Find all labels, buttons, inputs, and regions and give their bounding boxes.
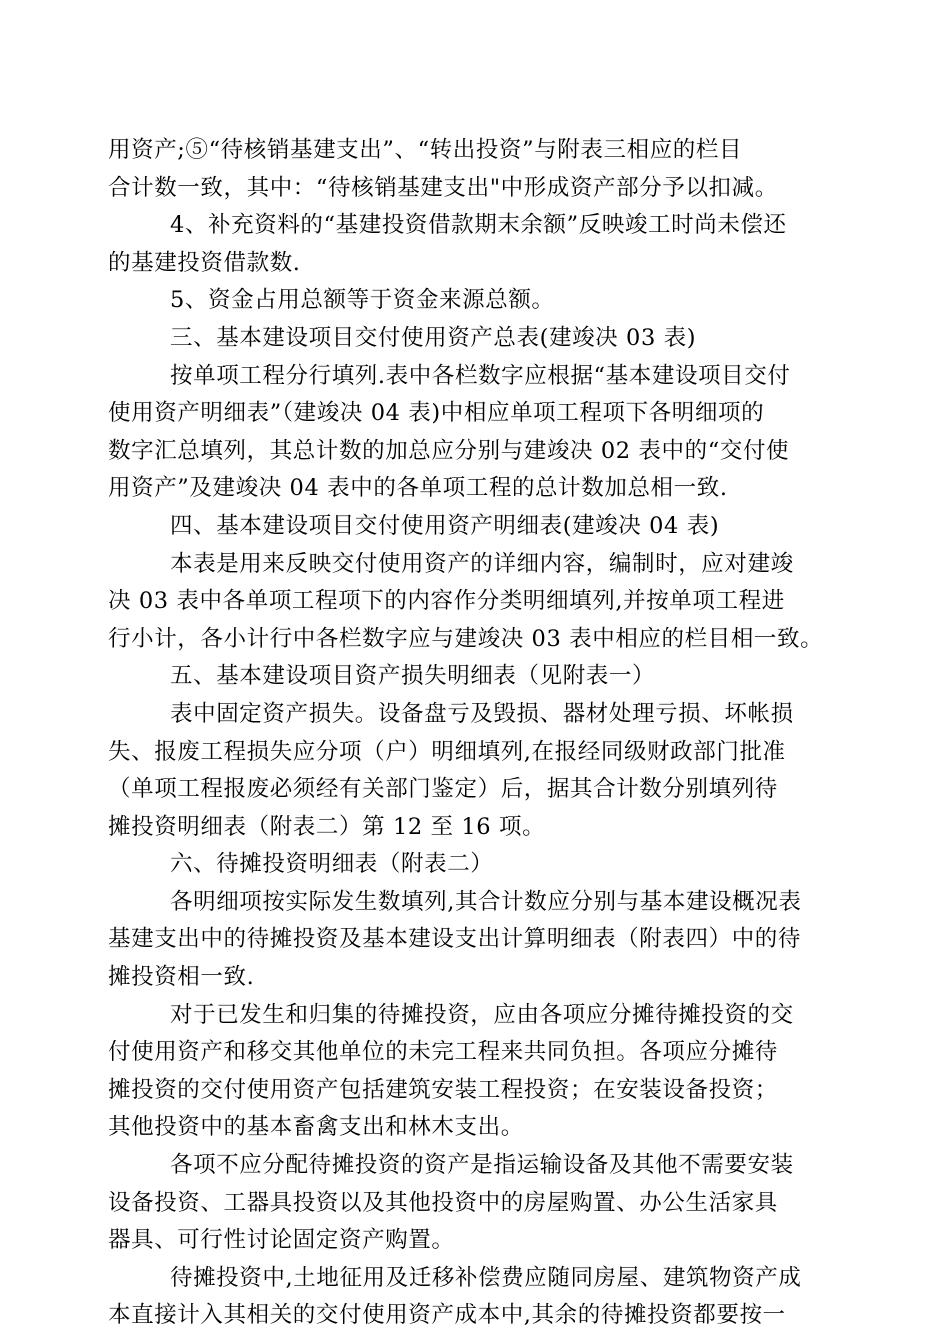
text-line: 付使用资产和移交其他单位的未完工程来共同负担。各项应分摊待 [108, 1039, 778, 1066]
text-line: 各项不应分配待摊投资的资产是指运输设备及其他不需要安装 [170, 1152, 794, 1179]
text-line: 按单项工程分行填列.表中各栏数字应根据“基本建设项目交付 [170, 362, 791, 389]
text-line: 四、基本建设项目交付使用资产明细表(建竣决 04 表) [170, 512, 720, 539]
text-line: 器具、可行性讨论固定资产购置。 [108, 1227, 455, 1254]
text-line: 失、报废工程损失应分项（户）明细填列,在报经同级财政部门批准 [108, 738, 786, 765]
text-line: 其他投资中的基本畜禽支出和林木支出。 [108, 1114, 524, 1141]
document-page [108, 132, 848, 1335]
text-line: 的基建投资借款数. [108, 249, 301, 276]
text-line: 三、基本建设项目交付使用资产总表(建竣决 03 表) [170, 324, 697, 351]
text-line: 各明细项按实际发生数填列,其合计数应分别与基本建设概况表 [170, 888, 802, 915]
text-line: 六、待摊投资明细表（附表二） [170, 851, 494, 878]
text-line: 行小计，各小计行中各栏数字应与建竣决 03 表中相应的栏目相一致。 [108, 625, 824, 652]
text-line: （单项工程报废必须经有关部门鉴定）后，据其合计数分别填列待 [108, 776, 778, 803]
text-line: 摊投资相一致. [108, 964, 255, 991]
text-line: 摊投资明细表（附表二）第 12 至 16 项。 [108, 813, 546, 840]
text-line: 数字汇总填列，其总计数的加总应分别与建竣决 02 表中的“交付使 [108, 437, 790, 464]
text-line: 设备投资、工器具投资以及其他投资中的房屋购置、办公生活家具 [108, 1189, 778, 1216]
text-line: 基建支出中的待摊投资及基本建设支出计算明细表（附表四）中的待 [108, 926, 802, 953]
text-line: 本直接计入其相关的交付使用资产成本中,其余的待摊投资都要按一 [108, 1302, 786, 1329]
text-line: 本表是用来反映交付使用资产的详细内容，编制时，应对建竣 [170, 550, 794, 577]
text-line: 五、基本建设项目资产损失明细表（见附表一） [170, 663, 656, 690]
text-line: 使用资产明细表”（建竣决 04 表)中相应单项工程项下各明细项的 [108, 400, 765, 427]
text-line: 合计数一致，其中：“待核销基建支出"中形成资产部分予以扣减。 [108, 174, 778, 201]
text-line: 决 03 表中各单项工程项下的内容作分类明细填列,并按单项工程进 [108, 588, 785, 615]
text-line: 表中固定资产损失。设备盘亏及毁损、器材处理亏损、坏帐损 [170, 700, 794, 727]
text-line: 4、补充资料的“基建投资借款期末余额”反映竣工时尚未偿还 [170, 212, 787, 239]
text-line: 用资产”及建竣决 04 表中的各单项工程的总计数加总相一致. [108, 475, 728, 502]
text-line: 5、资金占用总额等于资金来源总额。 [170, 287, 555, 314]
text-line: 用资产;⑤“待核销基建支出”、“转出投资”与附表三相应的栏目 [108, 137, 743, 163]
text-line: 对于已发生和归集的待摊投资，应由各项应分摊待摊投资的交 [170, 1001, 794, 1028]
text-line: 摊投资的交付使用资产包括建筑安装工程投资；在安装设备投资； [108, 1076, 778, 1103]
text-line: 待摊投资中,土地征用及迁移补偿费应随同房屋、建筑物资产成 [170, 1264, 802, 1291]
